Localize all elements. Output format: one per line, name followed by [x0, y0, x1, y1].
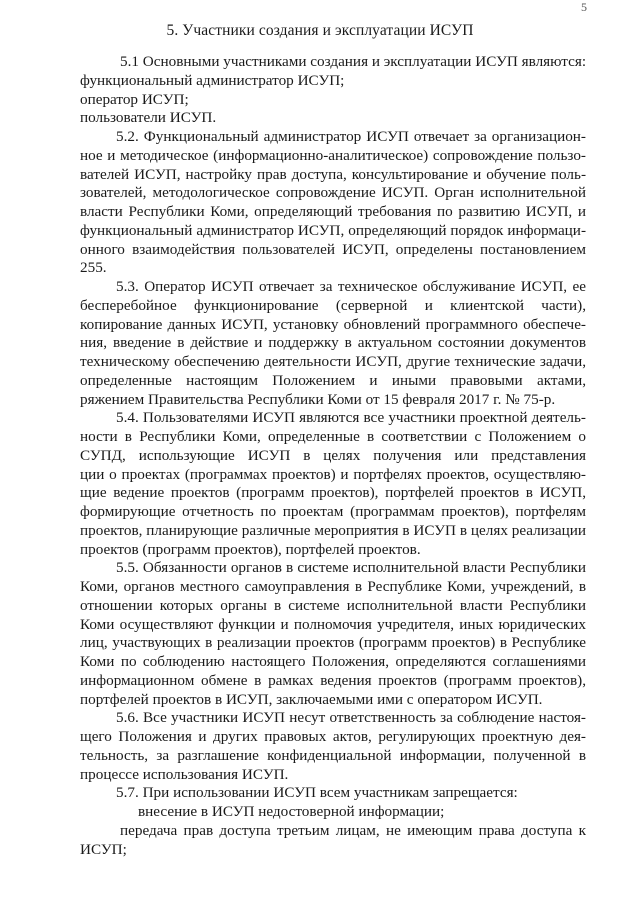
text-line: онного взаимодействия пользователей ИСУП, определены постановлением	[80, 240, 586, 258]
text-line: Коми, органов местного самоуправления в Республике Коми, учреждений, в	[80, 578, 586, 595]
text-line: 5.7. При использовании ИСУП всем участникам запрещается:	[116, 784, 518, 802]
text-line: техническому обеспечению деятельности ИСУП, другие технические задачи,	[80, 353, 586, 370]
text-line: бесперебойное функционирование (серверной и клиентской части),	[80, 296, 586, 314]
text-line: оператор ИСУП;	[80, 90, 189, 108]
page-number: 5	[581, 0, 587, 14]
paragraph-p5-2	[80, 128, 586, 278]
text-line: портфелей проектов в ИСУП, заключаемыми ими с оператором ИСУП.	[80, 690, 543, 708]
text-line: 5.4. Пользователями ИСУП являются все участники проектной деятель-	[116, 409, 586, 427]
text-line: щего Положения и других правовых актов, регулирующих проектную дея-	[80, 728, 586, 745]
paragraph-p5-5	[80, 559, 586, 709]
text-line: ния, введение в действие и поддержку в актуальном состоянии документов	[80, 334, 586, 352]
text-line: копирование данных ИСУП, установку обновлений программного обеспече-	[80, 315, 586, 333]
text-line: 5.2. Функциональный администратор ИСУП отвечает за организацион-	[116, 128, 586, 145]
paragraph-p5-6	[80, 709, 586, 784]
text-line: 5.5. Обязанности органов в системе исполнительной власти Республики	[116, 559, 586, 577]
text-line: 5.6. Все участники ИСУП несут ответственность за соблюдение настоя-	[116, 709, 586, 727]
text-line: вателей ИСУП, настройку прав доступа, консультирование и обучение поль-	[80, 165, 586, 183]
text-line: проектов, планирующие различные мероприятия в ИСУП в целях реализации	[80, 521, 586, 539]
text-line: ности в Республики Коми, определенные в соответствии с Положением о	[80, 428, 586, 445]
text-line: информационном обмене в рамках ведения проектов (программ проектов),	[80, 671, 586, 689]
text-line: ции о проектах (программах проектов) и портфелях проектов, осуществляю-	[80, 465, 586, 483]
text-line: зователей, методологическое сопровождение ИСУП. Орган исполнительной	[80, 184, 586, 202]
section-heading: 5. Участники создания и эксплуатации ИСУП	[166, 22, 474, 39]
text-line: ряжением Правительства Республики Коми от 15 февраля 2017 г. № 75-р.	[80, 390, 556, 408]
document-body	[80, 53, 586, 859]
text-line: формирующие отчетность по проектам (программам проектов), портфелям	[80, 503, 586, 520]
text-line: передача прав доступа третьим лицам, не имеющим права доступа к	[120, 821, 586, 839]
paragraph-p5-7	[80, 784, 586, 859]
paragraph-p5-4	[80, 409, 586, 559]
text-line: 255.	[80, 259, 107, 277]
text-line: процессе использования ИСУП.	[80, 765, 289, 783]
text-line: определенные настоящим Положением и иными правовыми актами,	[80, 371, 586, 389]
text-line: функциональный администратор ИСУП, определяющий порядок информаци-	[80, 221, 586, 239]
text-line: лиц, участвующих в реализации проектов (программ проектов) в Республике	[80, 634, 586, 652]
text-line: 5.3. Оператор ИСУП отвечает за техническое обслуживание ИСУП, ее	[116, 278, 586, 295]
text-line: Коми осуществляют функции и полномочия учредителя, иных юридических	[80, 615, 586, 633]
text-line: функциональный администратор ИСУП;	[80, 71, 345, 89]
text-line: проектов (программ проектов), портфелей проектов.	[80, 540, 421, 558]
text-line: отношении которых органы в системе исполнительной власти Республики	[80, 596, 586, 614]
text-line: 5.1 Основными участниками создания и эксплуатации ИСУП являются:	[120, 53, 587, 70]
text-line: власти Республики Коми, определяющий требования по развитию ИСУП, и	[80, 203, 586, 220]
paragraph-p5-1	[80, 53, 586, 128]
text-line: щие ведение проектов (программ проектов), портфелей проектов в ИСУП,	[80, 484, 586, 502]
text-line: тельность, за разглашение конфиденциальной информации, полученной в	[80, 746, 586, 764]
paragraph-p5-3	[80, 278, 586, 409]
text-line: пользователи ИСУП.	[80, 109, 217, 127]
text-line: ное и методическое (информационно-аналитическое) сопровождение пользо-	[80, 146, 586, 164]
text-line: ИСУП;	[80, 840, 127, 858]
text-line: Коми по соблюдению настоящего Положения, определяются соглашениями	[80, 653, 586, 670]
text-line: СУПД, использующие ИСУП в целях получения или представления	[80, 446, 586, 464]
text-line: внесение в ИСУП недостоверной информации;	[138, 803, 445, 820]
